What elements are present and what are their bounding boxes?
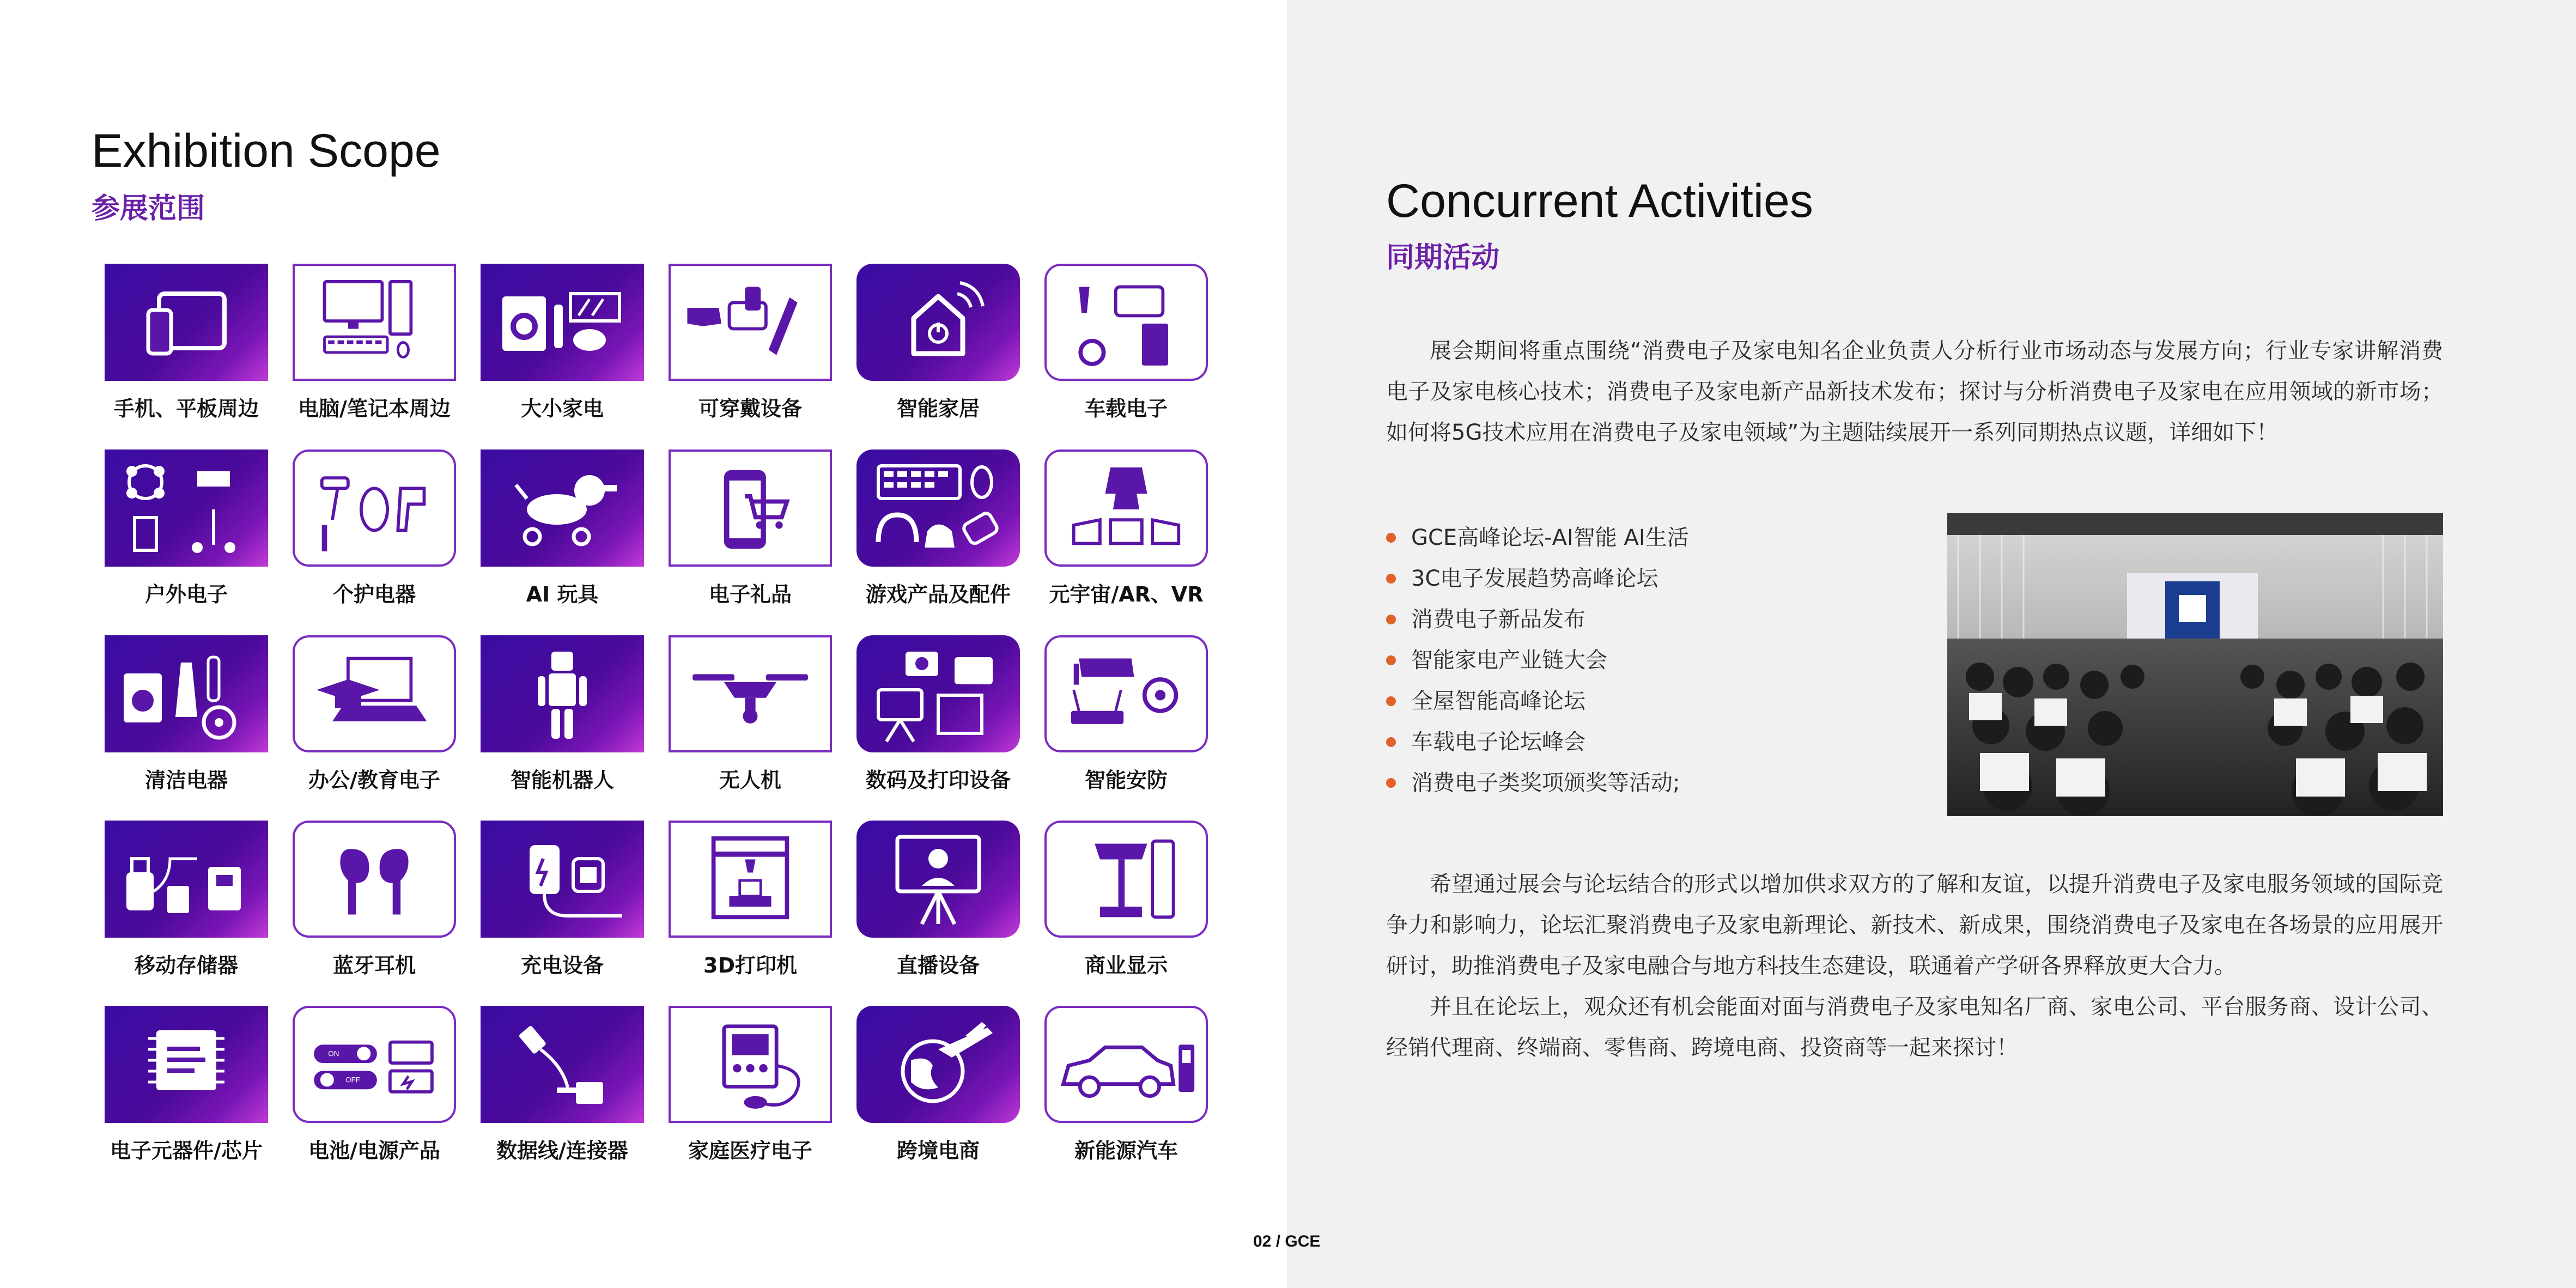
category-tile-15 [481, 635, 644, 752]
category-tile-5 [856, 264, 1020, 381]
display-icon [1047, 823, 1206, 935]
appliances-icon [481, 264, 644, 381]
intro-paragraph: 展会期间将重点围绕“消费电子及家电知名企业负责人分析行业市场动态与发展方向；行业专家讲解消费电子及家电核心技术；消费电子及家电新产品新技术发布；探讨与分析消费电子及家电在应用领域的新市场；如何将5G技术应用在消费电子及家电领域”为主题陆续展开一系列同期热点议题，详细如下！ [1386, 338, 2443, 445]
activities-title-en: Concurrent Activities [1386, 175, 1813, 227]
category-tile-16 [669, 635, 832, 752]
computer-icon [295, 266, 454, 379]
gaming-icon [856, 449, 1020, 567]
cleaning-appliances-icon [105, 635, 268, 752]
category-label: 电子元器件/芯片 [110, 1139, 263, 1163]
category-tile-23 [856, 821, 1020, 938]
category-label: 无人机 [719, 768, 781, 792]
category-tile-19 [105, 821, 268, 938]
category-label: 智能家居 [896, 397, 980, 421]
ev-car-icon [1047, 1008, 1206, 1121]
activities-title-cn: 同期活动 [1386, 241, 1500, 274]
drone-icon [671, 637, 830, 750]
personal-care-icon [295, 452, 454, 564]
category-tile-13 [105, 635, 268, 752]
wearables-icon [671, 266, 830, 379]
battery-icon [295, 1008, 454, 1121]
category-tile-21 [481, 821, 644, 938]
category-label: 手机、平板周边 [113, 397, 259, 421]
medical-device-icon [671, 1008, 830, 1121]
list-item: 车载电子论坛峰会 [1386, 722, 1689, 763]
conference-photo-image [1947, 513, 2443, 816]
category-label: 电池/电源产品 [308, 1139, 440, 1163]
cable-icon [481, 1006, 644, 1123]
list-item: 消费电子新品发布 [1386, 599, 1689, 640]
category-label: 跨境电商 [896, 1139, 980, 1163]
category-tile-29 [856, 1006, 1020, 1123]
car-electronics-icon [1047, 266, 1206, 379]
category-label: 清洁电器 [144, 768, 228, 792]
livestream-icon [856, 821, 1020, 938]
category-label: 数据线/连接器 [496, 1139, 628, 1163]
globe-plane-icon [856, 1006, 1020, 1123]
list-item: 全屋智能高峰论坛 [1386, 681, 1689, 722]
category-label: 智能机器人 [510, 768, 614, 792]
chip-icon [105, 1006, 268, 1123]
charger-icon [481, 821, 644, 938]
category-label: 个护电器 [332, 582, 416, 606]
category-label: 智能安防 [1084, 768, 1168, 792]
category-label: 可穿戴设备 [698, 397, 802, 421]
category-tile-11 [856, 449, 1020, 567]
category-tile-28 [669, 1006, 832, 1123]
shopping-cart-phone-icon [671, 452, 830, 564]
category-label: 充电设备 [520, 953, 604, 977]
page-number: 02 / GCE [1253, 1232, 1321, 1250]
list-item: GCE高峰论坛-AI智能 AI生活 [1386, 518, 1689, 558]
category-label: 3D打印机 [703, 953, 797, 977]
activities-list [1386, 518, 1689, 804]
category-tile-3 [481, 264, 644, 381]
left-page [0, 0, 1287, 1288]
camera-printer-icon [856, 635, 1020, 752]
category-tile-10 [669, 449, 832, 567]
battery-toggle-label: OFF [345, 1076, 360, 1084]
category-tile-4 [669, 264, 832, 381]
category-label: AI 玩具 [526, 582, 599, 606]
category-label: 电子礼品 [708, 582, 792, 606]
list-item: 智能家电产业链大会 [1386, 640, 1689, 681]
3d-printer-icon [671, 823, 830, 935]
smart-home-icon [856, 264, 1020, 381]
list-item: 消费电子类奖项颁奖等活动; [1386, 763, 1689, 804]
category-label: 户外电子 [144, 582, 228, 606]
category-tile-7 [105, 449, 268, 567]
humanoid-robot-icon [481, 635, 644, 752]
category-tile-27 [481, 1006, 644, 1123]
earbuds-icon [295, 823, 454, 935]
category-tile-24 [1044, 821, 1208, 938]
battery-toggle-label: ON [328, 1049, 339, 1058]
category-tile-6 [1044, 264, 1208, 381]
category-tile-14 [293, 635, 456, 752]
category-tile-30 [1044, 1006, 1208, 1123]
category-label: 商业显示 [1084, 953, 1168, 977]
category-label: 数码及打印设备 [865, 768, 1011, 792]
cooperation-paragraph: 希望通过展会与论坛结合的形式以增加供求双方的了解和友谊，以提升消费电子及家电服务领域的国际竞争力和影响力，论坛汇聚消费电子及家电新理论、新技术、新成果，围绕消费电子及家电在各场景的应用展开研讨，助推消费电子及家电融合与地方科技生态建设，联通着产学研各界释放更大合力。 [1386, 872, 2443, 979]
category-tile-26 [293, 1006, 456, 1123]
category-label: 大小家电 [520, 397, 604, 421]
outdoor-electronics-icon [105, 449, 268, 567]
robot-dog-icon [481, 449, 644, 567]
category-label: 蓝牙耳机 [332, 953, 416, 977]
category-label: 游戏产品及配件 [865, 582, 1011, 606]
category-tile-12 [1044, 449, 1208, 567]
category-tile-9 [481, 449, 644, 567]
category-tile-18 [1044, 635, 1208, 752]
section-title-en: Exhibition Scope [92, 125, 441, 177]
conference-photo [1947, 513, 2443, 816]
category-label: 新能源汽车 [1074, 1139, 1178, 1163]
category-tile-1 [105, 264, 268, 381]
category-label: 家庭医疗电子 [688, 1139, 812, 1163]
category-tile-22 [669, 821, 832, 938]
category-label: 元宇宙/AR、VR [1049, 582, 1204, 606]
security-camera-icon [1047, 637, 1206, 750]
category-tile-25 [105, 1006, 268, 1123]
section-title-cn: 参展范围 [92, 192, 205, 225]
category-label: 电脑/笔记本周边 [298, 397, 451, 421]
vr-headset-icon [1047, 452, 1206, 564]
laptop-graduation-icon [295, 637, 454, 750]
networking-paragraph: 并且在论坛上，观众还有机会能面对面与消费电子及家电知名厂商、家电公司、平台服务商、设计公司、经销代理商、终端商、零售商、跨境电商、投资商等一起来探讨！ [1386, 994, 2443, 1060]
category-label: 车载电子 [1084, 397, 1168, 421]
list-item: 3C电子发展趋势高峰论坛 [1386, 558, 1689, 599]
category-label: 直播设备 [896, 953, 980, 977]
category-tile-17 [856, 635, 1020, 752]
category-label: 移动存储器 [134, 953, 238, 977]
category-tile-8 [293, 449, 456, 567]
storage-icon [105, 821, 268, 938]
tablet-phone-icon [105, 264, 268, 381]
category-label: 办公/教育电子 [308, 768, 440, 792]
category-tile-2 [293, 264, 456, 381]
category-tile-20 [293, 821, 456, 938]
